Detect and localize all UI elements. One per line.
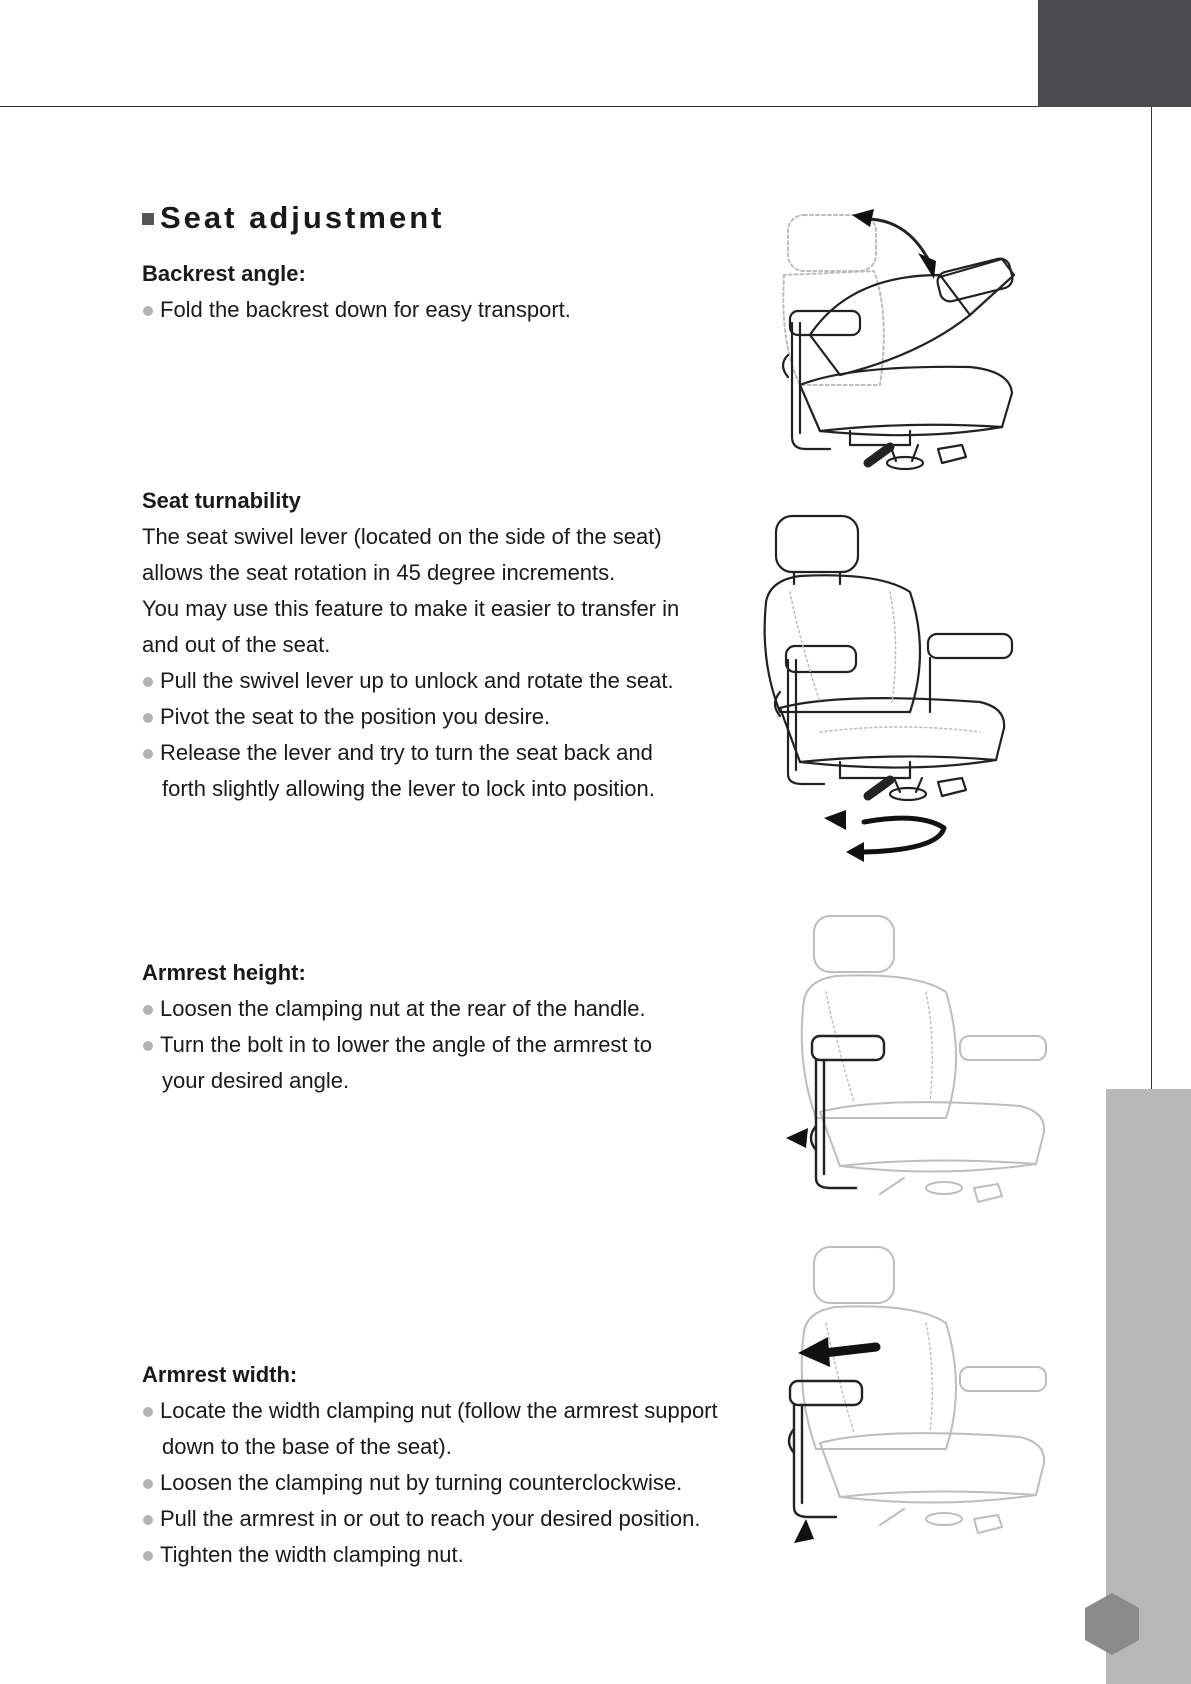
list-item: Fold the backrest down for easy transport. xyxy=(142,292,742,328)
turnability-section xyxy=(142,483,742,807)
paragraph-line: allows the seat rotation in 45 degree increments. xyxy=(142,560,616,585)
armrest-width-heading: Armrest width: xyxy=(142,1362,298,1387)
list-item-continuation: forth slightly allowing the lever to lock into position. xyxy=(162,776,655,801)
title-square-icon xyxy=(142,213,154,225)
header-tab xyxy=(1038,0,1191,107)
paragraph-line: You may use this feature to make it easier to transfer in xyxy=(142,596,680,621)
page-title: Seat adjustment xyxy=(160,200,445,235)
section-title xyxy=(142,200,444,236)
armrest-width-section xyxy=(142,1357,742,1573)
list-item-continuation: your desired angle. xyxy=(162,1068,350,1093)
paragraph-line: and out of the seat. xyxy=(142,632,331,657)
turnability-heading: Seat turnability xyxy=(142,488,301,513)
armrest-height-section xyxy=(142,955,742,1099)
seat-swivel-illustration xyxy=(760,512,1030,862)
header-rule xyxy=(0,106,1038,107)
list-item-continuation: down to the base of the seat). xyxy=(162,1434,452,1459)
list-item: Pivot the seat to the position you desire. xyxy=(142,699,742,735)
armrest-width-illustration xyxy=(780,1243,1060,1553)
list-item: Loosen the clamping nut by turning counterclockwise. xyxy=(142,1465,742,1501)
side-rule xyxy=(1151,107,1152,1089)
list-item: Turn the bolt in to lower the angle of the armrest to xyxy=(142,1027,742,1063)
list-item: Locate the width clamping nut (follow the armrest support xyxy=(142,1393,742,1429)
paragraph-line: The seat swivel lever (located on the side of the seat) xyxy=(142,524,662,549)
list-item: Release the lever and try to turn the seat back and xyxy=(142,735,742,771)
backrest-fold-illustration xyxy=(770,205,1040,475)
list-item: Tighten the width clamping nut. xyxy=(142,1537,742,1573)
backrest-heading: Backrest angle: xyxy=(142,261,306,286)
armrest-height-illustration xyxy=(780,912,1060,1212)
backrest-section xyxy=(142,256,742,328)
list-item: Pull the swivel lever up to unlock and rotate the seat. xyxy=(142,663,742,699)
list-item: Loosen the clamping nut at the rear of the handle. xyxy=(142,991,742,1027)
list-item: Pull the armrest in or out to reach your desired position. xyxy=(142,1501,742,1537)
page-hexagon-marker xyxy=(1083,1592,1141,1656)
armrest-height-heading: Armrest height: xyxy=(142,960,306,985)
